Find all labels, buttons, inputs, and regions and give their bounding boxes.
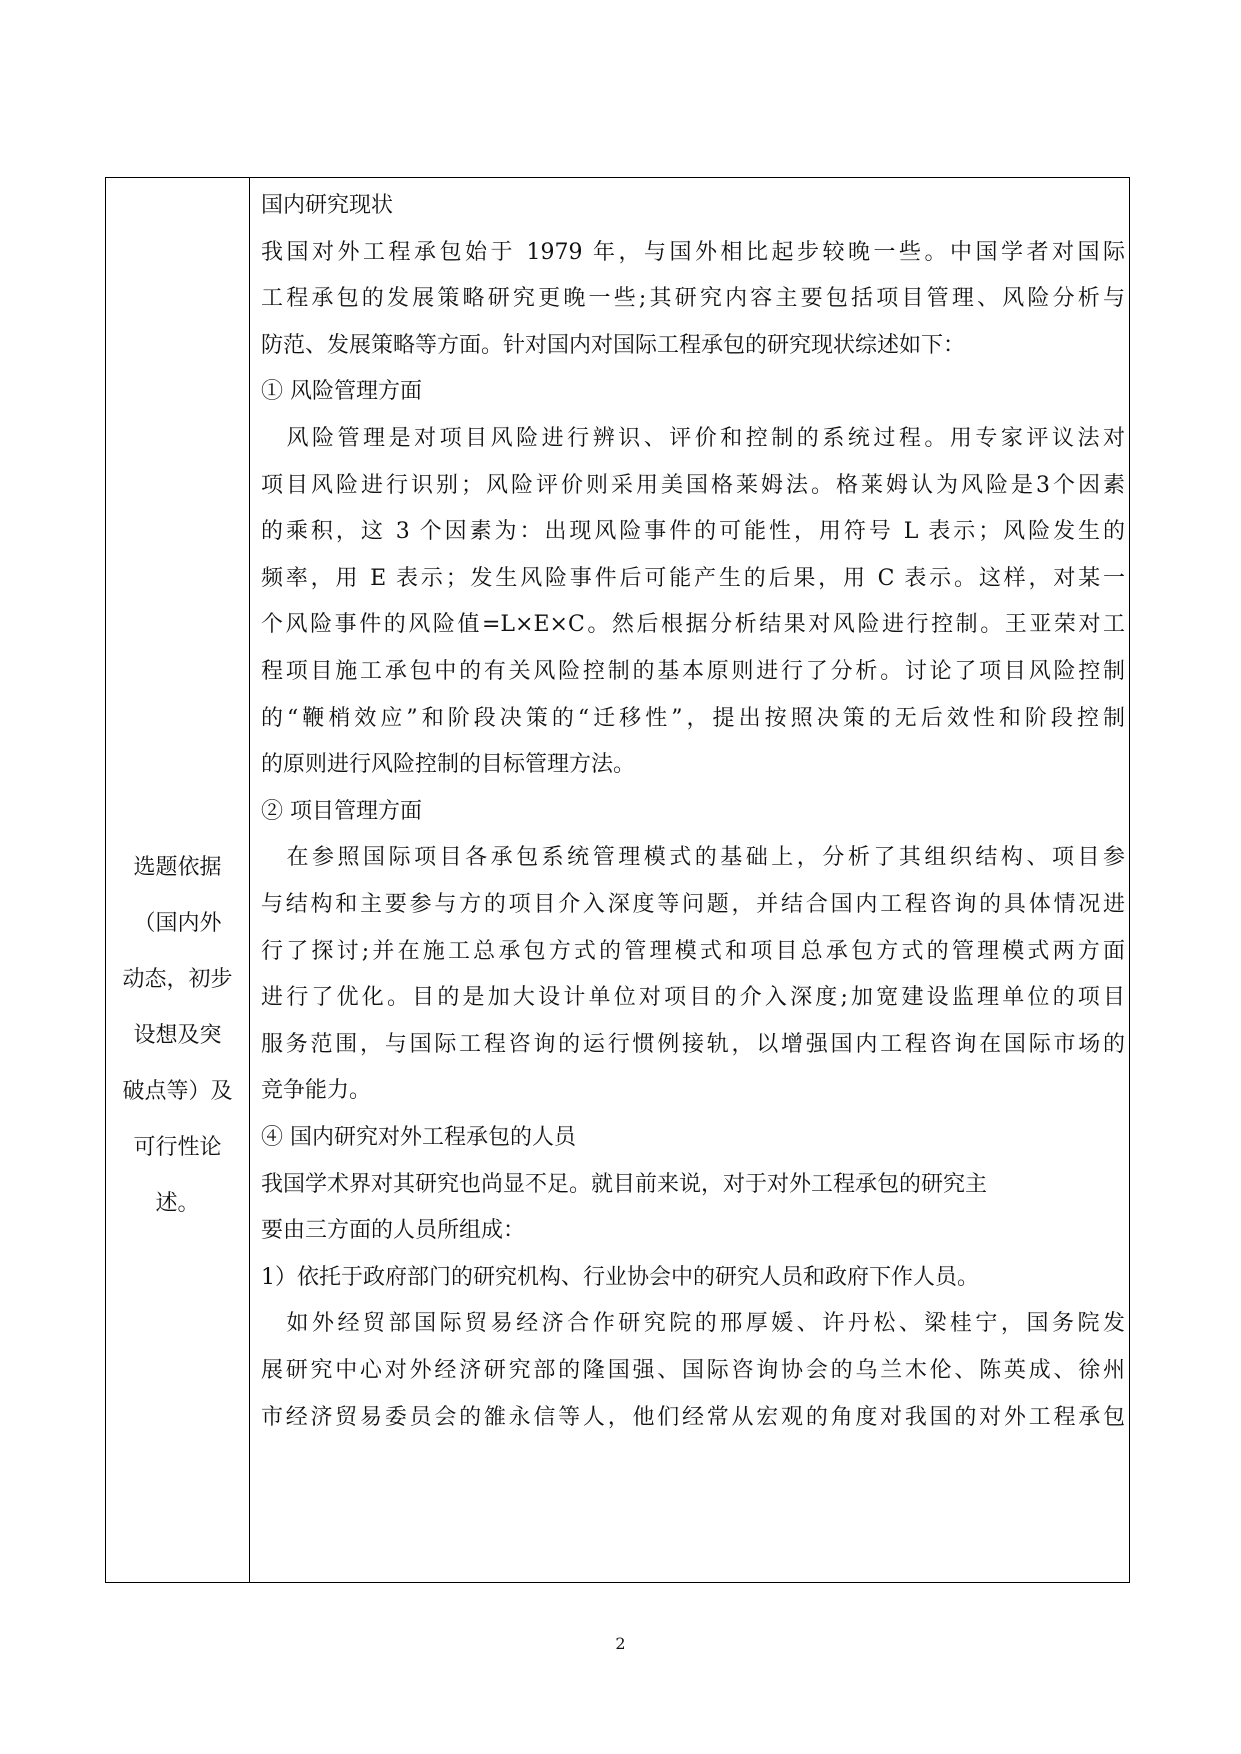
text-line: 工程承包的发展策略研究更晚一些;其研究内容主要包括项目管理、风险分析与 bbox=[261, 286, 1125, 312]
column-divider bbox=[249, 178, 250, 1582]
text-line: 程项目施工承包中的有关风险控制的基本原则进行了分析。讨论了项目风险控制 bbox=[261, 659, 1125, 684]
text-line: 服务范围，与国际工程咨询的运行惯例接轨，以增强国内工程咨询在国际市场的 bbox=[261, 1031, 1125, 1057]
text-line: 与结构和主要参与方的项目介入深度等问题，并结合国内工程咨询的具体情况进 bbox=[261, 892, 1125, 917]
text-line: 的“鞭梢效应”和阶段决策的“迁移性”，提出按照决策的无后效性和阶段控制 bbox=[261, 705, 1125, 731]
text-line: ④ 国内研究对外工程承包的人员 bbox=[261, 1125, 576, 1150]
text-line: 在参照国际项目各承包系统管理模式的基础上，分析了其组织结构、项目参 bbox=[261, 845, 1125, 871]
text-line: 我国对外工程承包始于 1979 年，与国外相比起步较晚一些。中国学者对国际 bbox=[261, 239, 1125, 265]
text-line: 行了探讨;并在施工总承包方式的管理模式和项目总承包方式的管理模式两方面 bbox=[261, 938, 1125, 964]
form-table bbox=[105, 177, 1130, 1583]
text-line: 频率，用 E 表示；发生风险事件后可能产生的后果，用 C 表示。这样，对某一 bbox=[261, 565, 1125, 591]
row-label-line: 动态，初步 bbox=[122, 967, 233, 992]
text-line: 进行了优化。目的是加大设计单位对项目的介入深度;加宽建设监理单位的项目 bbox=[261, 985, 1125, 1011]
text-line: 的乘积，这 3 个因素为：出现风险事件的可能性，用符号 L 表示；风险发生的 bbox=[261, 519, 1125, 545]
text-line: 的原则进行风险控制的目标管理方法。 bbox=[261, 752, 636, 778]
text-line: 1）依托于政府部门的研究机构、行业协会中的研究人员和政府下作人员。 bbox=[261, 1264, 979, 1290]
text-line: 国内研究现状 bbox=[261, 193, 394, 218]
row-label-line: 述。 bbox=[155, 1191, 200, 1216]
text-line: 展研究中心对外经济研究部的隆国强、国际咨询协会的乌兰木伦、陈英成、徐州 bbox=[261, 1358, 1125, 1383]
row-label-line: 设想及突 bbox=[133, 1023, 222, 1048]
row-label-line: 可行性论 bbox=[133, 1135, 222, 1160]
text-line: 个风险事件的风险值=L×E×C。然后根据分析结果对风险进行控制。王亚荣对工 bbox=[261, 612, 1125, 638]
row-label-line: 选题依据 bbox=[133, 855, 222, 880]
text-line: 竞争能力。 bbox=[261, 1078, 372, 1104]
text-line: 防范、发展策略等方面。针对国内对国际工程承包的研究现状综述如下： bbox=[261, 332, 966, 358]
page-number: 2 bbox=[615, 1634, 626, 1653]
text-line: 如外经贸部国际贸易经济合作研究院的邢厚媛、许丹松、梁桂宁，国务院发 bbox=[261, 1311, 1125, 1337]
text-line: 市经济贸易委员会的雒永信等人，他们经常从宏观的角度对我国的对外工程承包 bbox=[261, 1404, 1125, 1430]
text-line: 要由三方面的人员所组成： bbox=[261, 1218, 526, 1244]
text-line: 我国学术界对其研究也尚显不足。就目前来说，对于对外工程承包的研究主 bbox=[261, 1171, 988, 1197]
row-label-line: （国内外 bbox=[133, 911, 222, 936]
text-line: ② 项目管理方面 bbox=[261, 798, 422, 824]
text-line: ① 风险管理方面 bbox=[261, 379, 422, 405]
text-line: 项目风险进行识别；风险评价则采用美国格莱姆法。格莱姆认为风险是3个因素 bbox=[261, 472, 1125, 498]
text-line: 风险管理是对项目风险进行辨识、评价和控制的系统过程。用专家评议法对 bbox=[261, 426, 1125, 451]
row-label-line: 破点等）及 bbox=[122, 1079, 233, 1104]
row-label bbox=[106, 840, 249, 1232]
